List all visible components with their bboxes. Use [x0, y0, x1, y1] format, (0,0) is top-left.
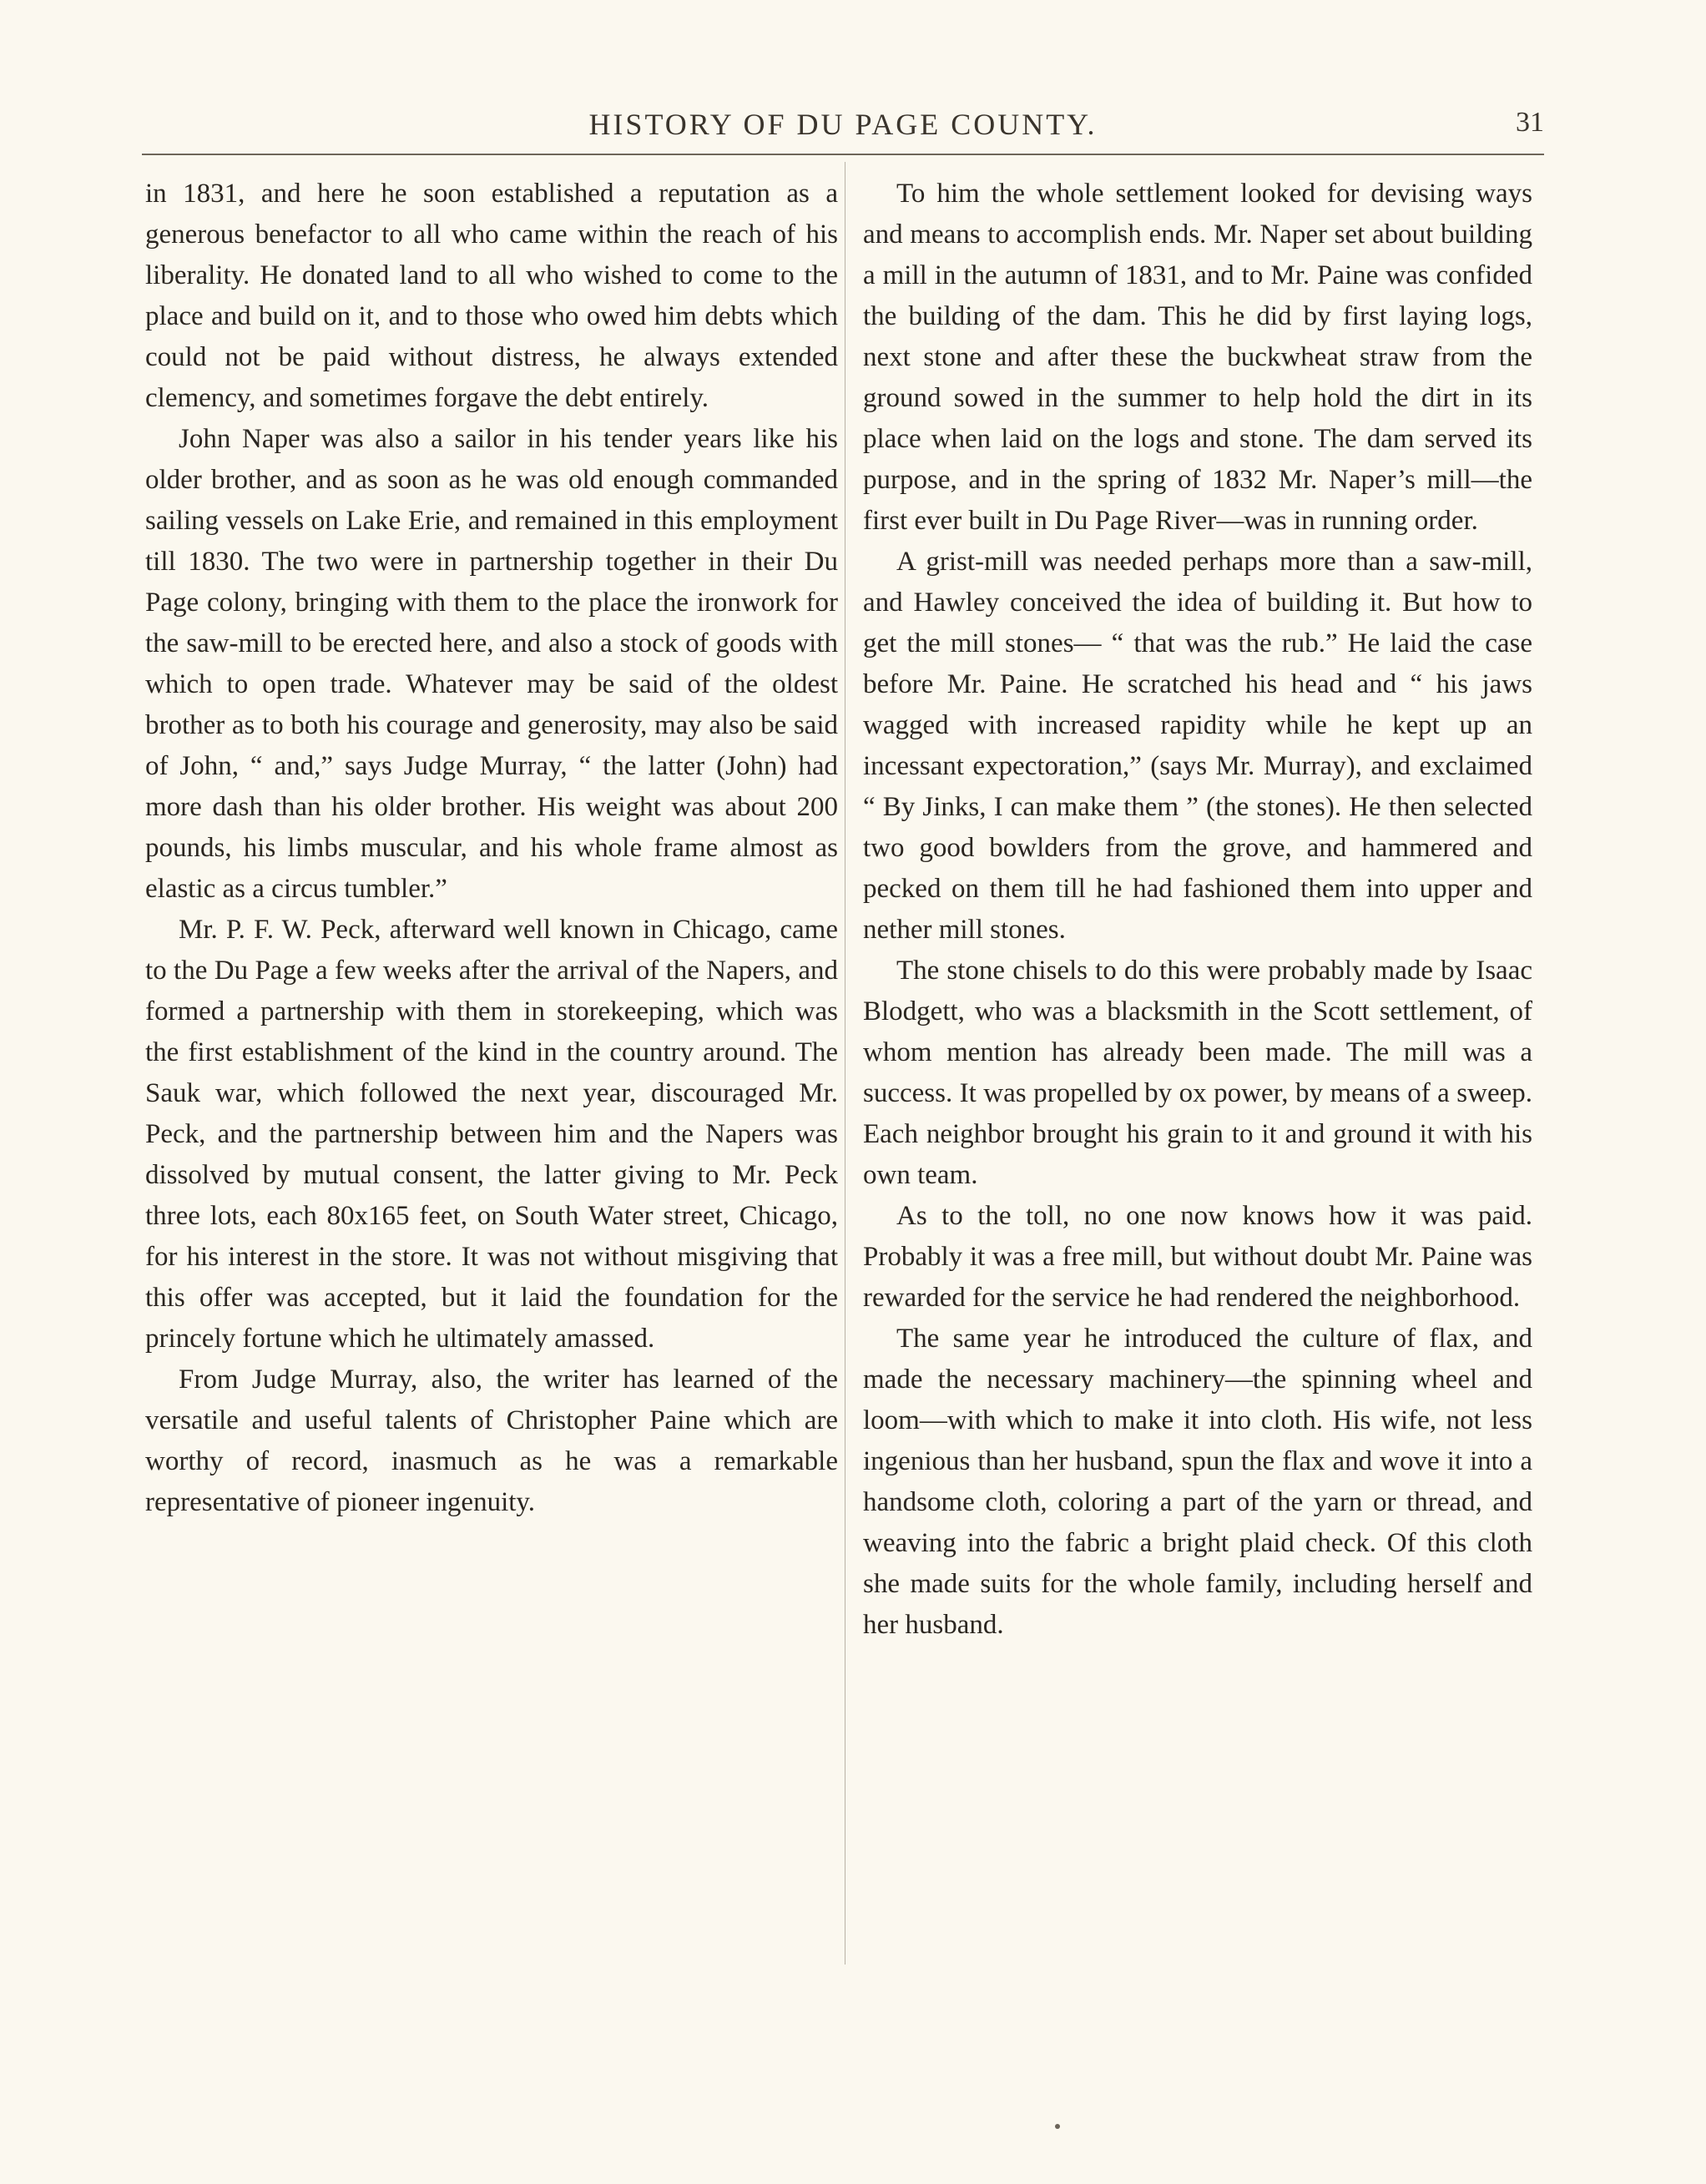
paragraph: A grist-mill was needed perhaps more than a saw-mill, and Hawley conceived the idea of building it. But how to get the mill stones— “ that was the rub.” He laid the case before Mr. Paine. He scratched his head and “ his jaws wagged with increased rapidity while he kept up an incessant expectoration,” (says Mr. Murray), and exclaimed “ By Jinks, I can make them ” (the stones). He then selected two good bowlders from the grove, and hammered and pecked on them till he had fashioned them into upper and nether mill stones. — [863, 547, 1532, 945]
paragraph: The same year he introduced the culture of flax, and made the necessary machinery—the spinning wheel and loom—with which to make it into cloth. His wife, not less ingenious than her husband, spun the flax and wove it into a handsome cloth, coloring a part of the yarn or thread, and weaving into the fabric a bright plaid check. Of this cloth she made suits for the whole family, including herself and her husband. — [863, 1324, 1532, 1640]
running-head — [142, 107, 1544, 149]
paragraph: in 1831, and here he soon established a reputation as a generous benefactor to all who came within the reach of his liberality. He donated land to all who wished to come to the place and build on it, and to those who owed him debts which could not be paid without distress, he always extended clemency, and sometimes forgave the debt entirely. — [145, 179, 838, 413]
paragraph: The stone chisels to do this were probably made by Isaac Blodgett, who was a blacksmith in the Scott settlement, of whom mention has already been made. The mill was a success. It was propelled by ox power, by means of a sweep. Each neighbor brought his grain to it and ground it with his own team. — [863, 956, 1532, 1190]
paragraph: To him the whole settlement looked for devising ways and means to accomplish ends. Mr. Naper set about building a mill in the autumn of 1831, and to Mr. Paine was confided the building of the dam. This he did by first laying logs, next stone and after these the buckwheat straw from the ground sowed in the summer to help hold the dirt in its place when laid on the logs and stone. The dam served its purpose, and in the spring of 1832 Mr. Naper’s mill—the first ever built in Du Page River—was in running order. — [863, 179, 1532, 536]
paragraph: Mr. P. F. W. Peck, afterward well known in Chicago, came to the Du Page a few weeks after the arrival of the Napers, and formed a partnership with them in storekeeping, which was the first establishment of the kind in the country around. The Sauk war, which followed the next year, discouraged Mr. Peck, and the partnership between him and the Napers was dissolved by mutual consent, the latter giving to Mr. Peck three lots, each 80x165 feet, on South Water street, Chicago, for his interest in the store. It was not without misgiving that this offer was accepted, but it laid the foundation for the princely fortune which he ultimately amassed. — [145, 915, 838, 1354]
running-title: HISTORY OF DU PAGE COUNTY. — [588, 108, 1098, 141]
header-rule — [142, 154, 1544, 155]
paragraph: John Naper was also a sailor in his tender years like his older brother, and as soon as he was old enough commanded sailing vessels on Lake Erie, and remained in this employment till 1830. The two were in partnership together in their Du Page colony, bringing with them to the place the ironwork for the saw-mill to be erected here, and also a stock of goods with which to open trade. Whatever may be said of the oldest brother as to both his courage and generosity, may also be said of John, “ and,” says Judge Murray, “ the latter (John) had more dash than his older brother. His weight was about 200 pounds, his limbs muscular, and his whole frame almost as elastic as a circus tumbler.” — [145, 424, 838, 904]
paragraph: As to the toll, no one now knows how it was paid. Probably it was a free mill, but without doubt Mr. Paine was rewarded for the service he had rendered the neighborhood. — [863, 1201, 1532, 1313]
page-number: 31 — [1516, 107, 1544, 138]
paragraph: From Judge Murray, also, the writer has learned of the versatile and useful talents of Christopher Paine which are worthy of record, inasmuch as he was a remarkable representative of pioneer ingenuity. — [145, 1364, 838, 1517]
left-column — [145, 174, 838, 1523]
ink-speck — [1055, 2124, 1060, 2129]
right-column — [863, 174, 1532, 1646]
